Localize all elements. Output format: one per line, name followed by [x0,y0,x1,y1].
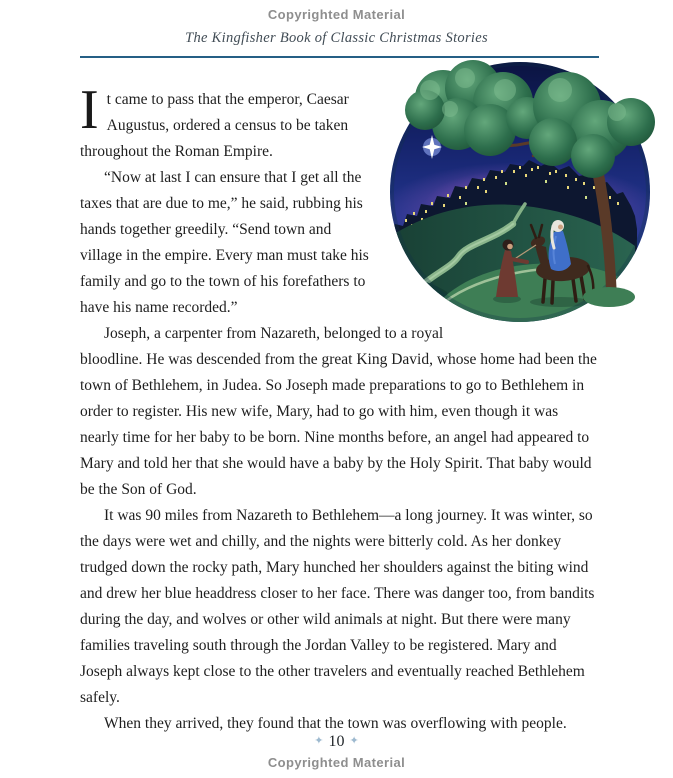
paragraph-5: When they arrived, they found that the town was overflowing with people. [104,715,567,732]
paragraph-1-text: t came to pass that the emperor, Caesar Augustus, ordered a census to be taken throughout the Roman Empire. [80,91,349,160]
page-number-line [0,733,673,751]
nativity-illustration-svg [355,54,660,344]
footer-copyright-notice: Copyrighted Material [267,755,406,770]
story-content [80,58,600,737]
header-copyright-notice: Copyrighted Material [267,7,406,22]
footer-ornament-right: ✦ [349,735,359,747]
paragraph-2: “Now at last I can ensure that I get all the taxes that are due to me,” he said, rubbing his hands together greedily. “Send town and village in the empire. Every man must take his family and go to the town of his forefathers to have his name recorded.” [80,169,369,316]
drop-cap: I [80,79,99,141]
nativity-illustration [355,87,655,327]
paragraph-3: Joseph, a carpenter from Nazareth, belonged to a royal bloodline. He was descended from the great King David, whose home had been the town of Bethlehem, in Judea. So Joseph made preparations to go to Bethlehem in order to register. His new wife, Mary, had to go with him, even though it was nearly time for her baby to be born. Nine months before, an angel had appeared to Mary and told her that she would have a baby by the Holy Spirit. That baby would be the Son of God. [80,325,597,498]
left-mound [371,278,451,344]
footer-ornament-left: ✦ [314,735,324,747]
running-head: The Kingfisher Book of Classic Christmas Stories [185,30,488,46]
page-footer [0,733,673,770]
paragraph-4: It was 90 miles from Nazareth to Bethlehem—a long journey. It was winter, so the days were wet and chilly, and the nights were bitterly cold. As her donkey trudged down the rocky path, Mary hunched her shoulders against the biting wind and drew her blue headdress closer to her face. There was danger too, from bandits during the day, and wolves or other wild animals at night. But there were many families traveling south through the Jordan Valley to be registered. Mary and Joseph always kept close to the other travelers and eventually reached Bethlehem safely. [80,507,595,706]
trunk-base-grass [583,287,635,307]
page-number: 10 [328,733,345,750]
